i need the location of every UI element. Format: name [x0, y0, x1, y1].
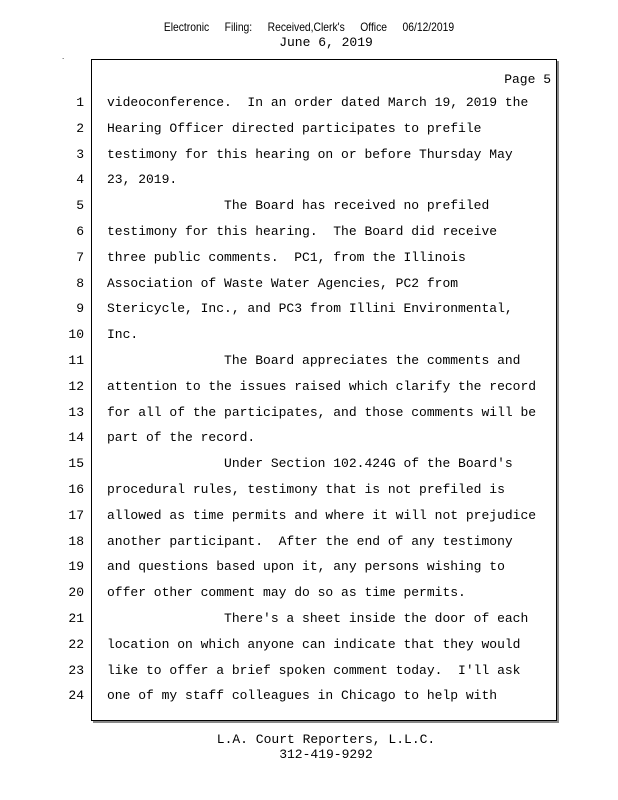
transcript-line [0, 456, 618, 474]
transcript-line [0, 559, 618, 577]
line-number: 12 [68, 378, 84, 394]
transcript-line [0, 121, 618, 139]
transcript-line [0, 327, 618, 345]
line-number: 1 [76, 95, 84, 110]
line-text: for all of the participates, and those comments will be [107, 404, 537, 420]
line-text: testimony for this hearing. The Board did receive [107, 224, 498, 239]
line-text: videoconference. In an order dated March 19, 2019 the [107, 95, 529, 110]
line-number: 8 [76, 275, 84, 291]
line-text: another participant. After the end of any testimony [107, 533, 513, 549]
line-number: 14 [68, 430, 84, 446]
line-number: 4 [76, 172, 84, 188]
footer-company: L.A. Court Reporters, L.L.C. [216, 732, 436, 747]
line-text: The Board appreciates the comments and [107, 353, 521, 368]
line-number: 6 [76, 224, 84, 239]
footer-phone: 312-419-9292 [279, 747, 373, 762]
line-text: There's a sheet inside the door of each [107, 611, 529, 626]
page-number: Page 5 [504, 72, 551, 87]
transcript-line [0, 95, 618, 113]
transcript-line [0, 663, 618, 681]
line-number: 5 [76, 198, 84, 214]
transcript-line [0, 224, 618, 242]
line-number: 20 [68, 585, 84, 601]
line-text: Inc. [107, 327, 139, 343]
electronic-filing-stamp [43, 20, 574, 34]
line-number: 2 [76, 120, 84, 136]
stamp-office: Office [360, 20, 388, 34]
line-number: 10 [68, 327, 84, 343]
transcript-line [0, 172, 618, 190]
transcript-line [0, 637, 618, 655]
line-text: testimony for this hearing on or before Thursday May [107, 146, 513, 162]
line-number: 18 [68, 533, 84, 549]
line-number: 11 [68, 353, 84, 368]
line-text: one of my staff colleagues in Chicago to help with [107, 688, 498, 704]
line-text: like to offer a brief spoken comment today. I'll ask [107, 662, 521, 678]
line-number: 15 [68, 456, 84, 472]
line-text: The Board has received no prefiled [107, 198, 490, 214]
line-number: 16 [68, 482, 84, 497]
line-text: part of the record. [107, 430, 256, 446]
line-number: 9 [76, 301, 84, 317]
transcript-line [0, 534, 618, 552]
line-number: 22 [68, 636, 84, 652]
stamp-filing: Filing: [224, 20, 253, 34]
hearing-date: June 6, 2019 [279, 35, 373, 50]
page-footer [0, 732, 618, 762]
line-text: offer other comment may do so as time permits. [107, 585, 466, 601]
line-text: allowed as time permits and where it will not prejudice [107, 507, 537, 523]
line-text: 23, 2019. [107, 172, 178, 188]
transcript-line [0, 147, 618, 165]
line-text: procedural rules, testimony that is not prefiled is [107, 482, 505, 497]
line-text: Association of Waste Water Agencies, PC2 from [107, 275, 459, 291]
line-text: Stericycle, Inc., and PC3 from Illini Environmental, [107, 301, 513, 317]
line-number: 17 [68, 507, 84, 523]
transcript-line [0, 379, 618, 397]
line-number: 3 [76, 146, 84, 162]
line-number: 24 [68, 688, 84, 704]
transcript-line [0, 585, 618, 603]
line-number: 21 [68, 611, 84, 626]
line-text: Under Section 102.424G of the Board's [107, 456, 513, 472]
transcript-line [0, 198, 618, 216]
stray-mark: . [62, 52, 65, 61]
line-text: three public comments. PC1, from the Illinois [107, 249, 466, 265]
transcript-line [0, 250, 618, 268]
line-text: Hearing Officer directed participates to prefile [107, 120, 482, 136]
transcript-line [0, 482, 618, 500]
line-number: 7 [76, 249, 84, 265]
transcript-line [0, 301, 618, 319]
line-text: and questions based upon it, any persons wishing to [107, 559, 505, 575]
line-text: attention to the issues raised which clarify the record [107, 378, 537, 394]
stamp-electronic: Electronic [163, 20, 210, 34]
line-number: 19 [68, 559, 84, 575]
line-text: location on which anyone can indicate that they would [107, 636, 521, 652]
transcript-line [0, 611, 618, 629]
transcript-line [0, 508, 618, 526]
transcript-line [0, 405, 618, 423]
stamp-received: Received,Clerk's [267, 20, 345, 34]
line-number: 23 [68, 662, 84, 678]
transcript-line [0, 688, 618, 706]
stamp-date: 06/12/2019 [402, 20, 455, 34]
transcript-line [0, 353, 618, 371]
transcript-line [0, 276, 618, 294]
line-number: 13 [68, 404, 84, 420]
transcript-line [0, 430, 618, 448]
